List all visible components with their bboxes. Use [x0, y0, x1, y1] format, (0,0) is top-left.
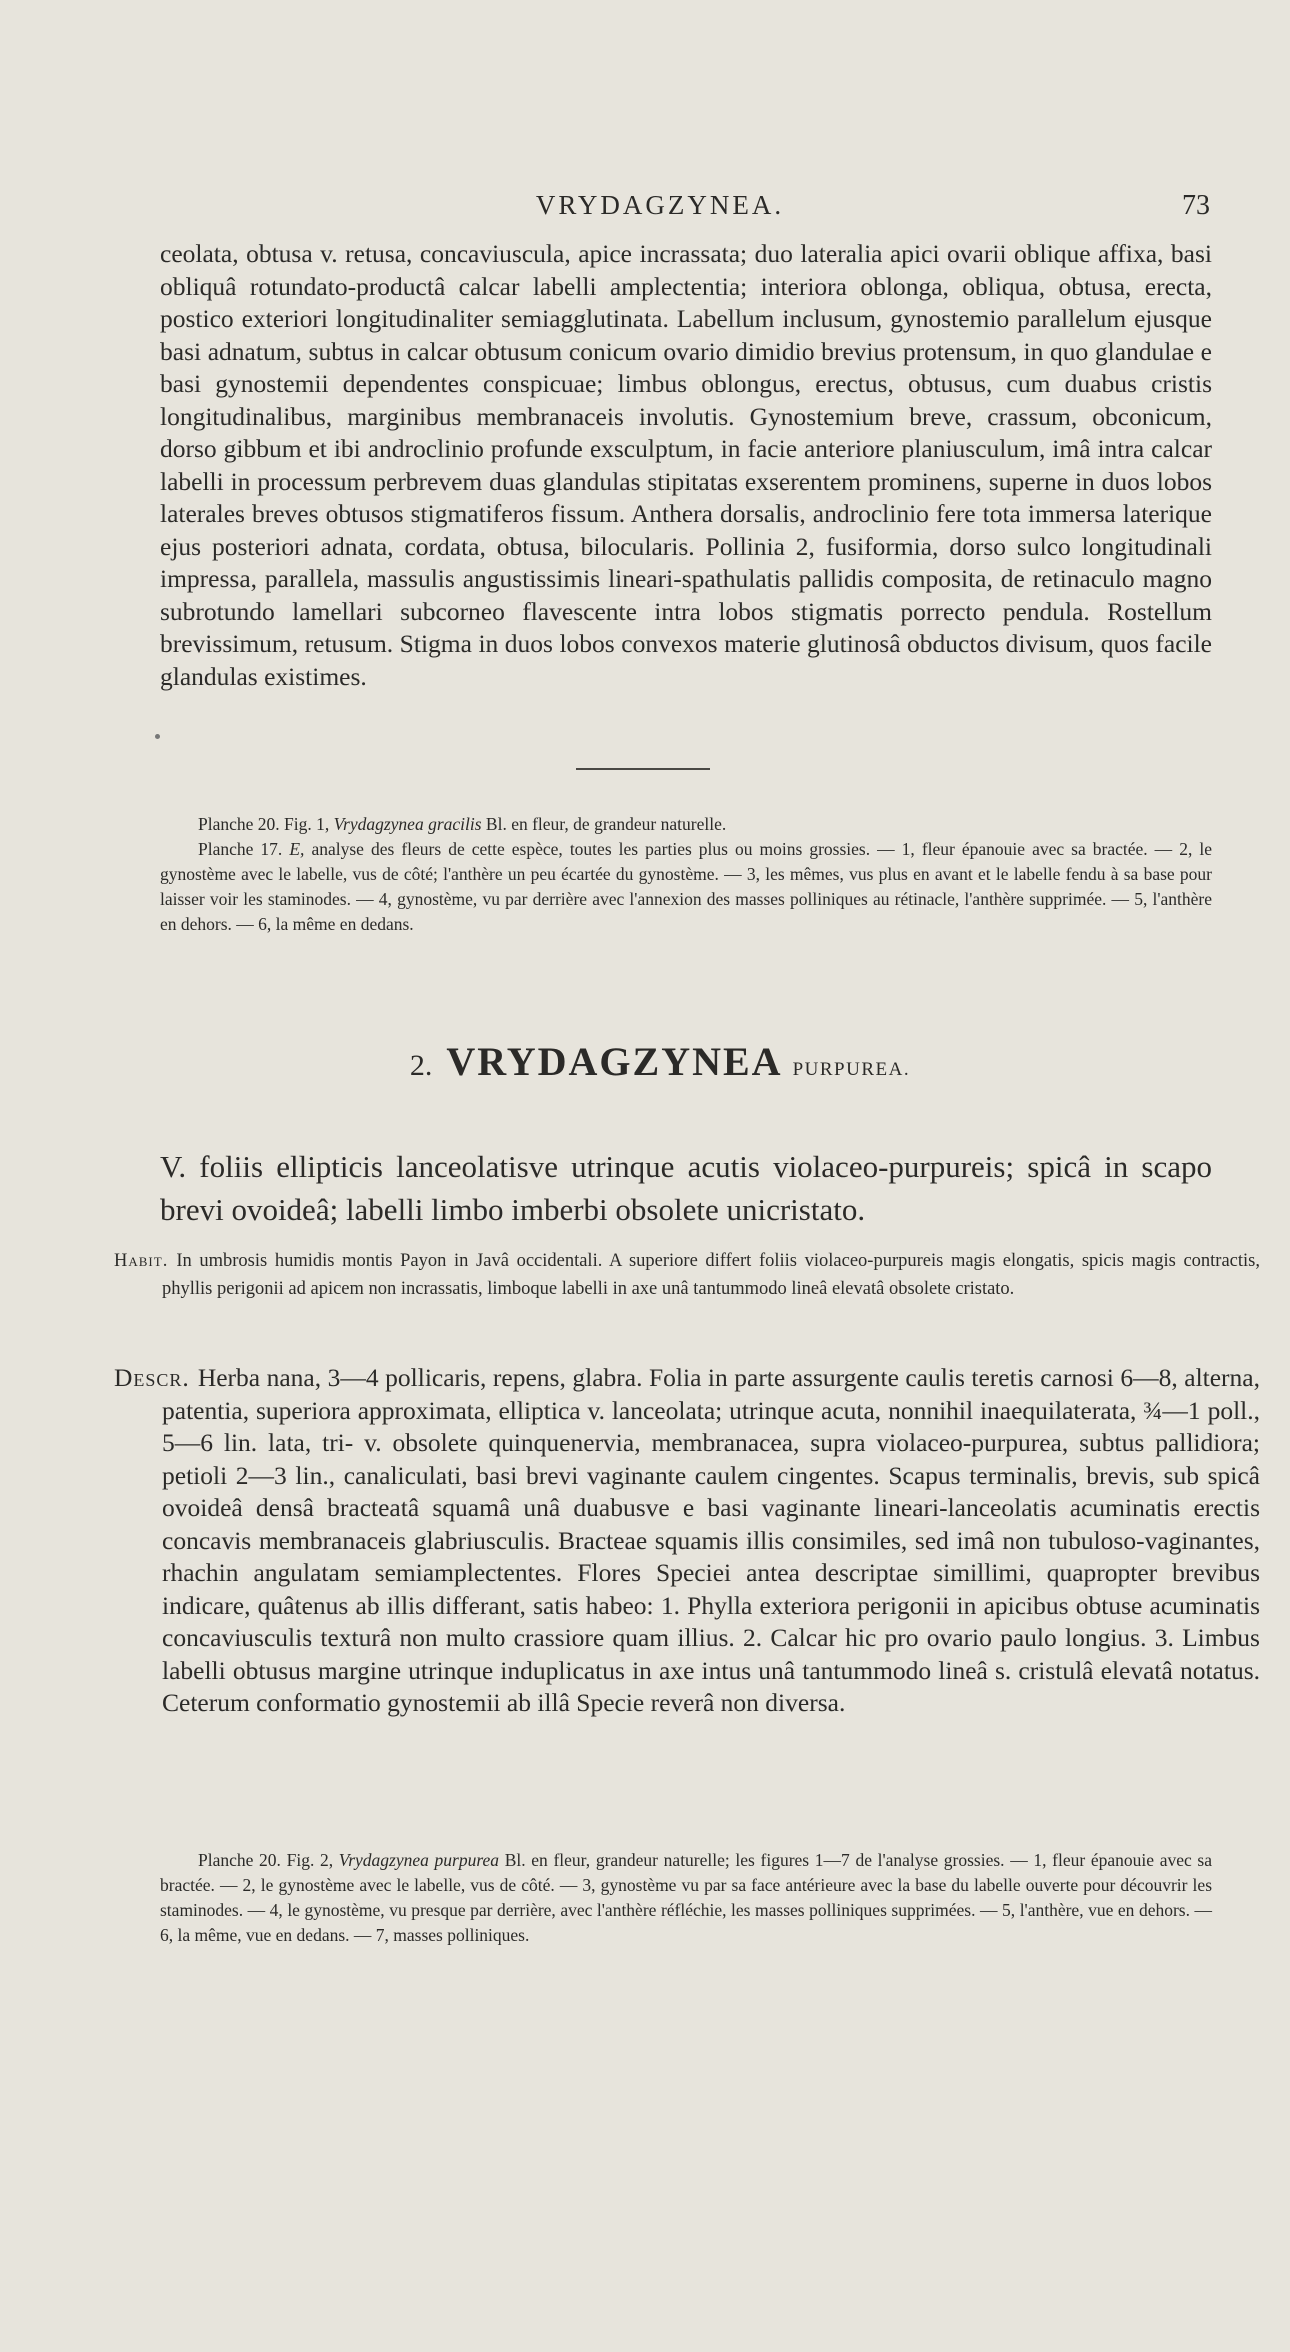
species-habitat: [114, 1247, 1260, 1303]
species-epithet: PURPUREA.: [792, 1059, 911, 1080]
species1-description-continued: ceolata, obtusa v. retusa, concaviuscula, apice incrassata; duo lateralia apici ovarii oblique affixa, basi obliquâ rotundato-productâ calcar labelli amplectentia; interiora oblonga, obliqua, obtusa, erecta, postico exteriori longitudinaliter semiagglutinata. Labellum inclusum, gynostemio parallelum ejusque basi adnatum, subtus in calcar obtusum conicum ovario dimidio brevius protensum, in quo glandulae e basi gynostemii dependentes conspicuae; limbus oblongus, erectus, obtusus, cum duabus cristis longitudinalibus, marginibus membranaceis involutis. Gynostemium breve, crassum, obconicum, dorso gibbum et ibi androclinio profunde exsculptum, in facie anteriore planiusculum, imâ intra calcar labelli in processum perbrevem duas glandulas stipitatas exserentem prominens, superne in duos lobos laterales breves obtusos stigmatiferos fissum. Anthera dorsalis, androclinio fere tota immersa laterique ejus posteriori adnata, cordata, obtusa, bilocularis. Pollinia 2, fusiformia, dorso sulco longitudinali impressa, parallela, massulis angustissimis lineari-spathulatis pallidis composita, de retinaculo magno subrotundo lamellari subcorneo flavescente intra lobos stigmatis porrecto pendula. Rostellum brevissimum, retusum. Stigma in duos lobos convexos materie glutinosâ obductos divisum, quos facile glandulas existimes.: [160, 239, 1212, 691]
habitat-label: Habit.: [114, 1251, 169, 1271]
plate-note-line: [160, 1848, 1212, 1948]
page-header: [110, 190, 1210, 230]
plate-ref: Planche 17.: [198, 839, 283, 859]
section-divider: [576, 768, 710, 770]
plate-note-line-1: [160, 812, 1212, 837]
species-heading: [110, 1038, 1210, 1085]
plate-caption: analyse des fleurs de cette espèce, toutes les parties plus ou moins grossies. — 1, fleur épanouie avec sa bractée. — 2, le gynostème avec le labelle, vus de côté; l'anthère un peu écartée du gynostème. — 3, les mêmes, vus plus en avant et le labelle fendu à sa base pour laisser voir les staminodes. — 4, gynostème, vu par derrière avec l'annexion des masses polliniques au rétinacle, l'anthère supprimée. — 5, l'anthère en dehors. — 6, la même en dedans.: [160, 839, 1212, 934]
species-diagnosis: V. foliis ellipticis lanceolatisve utrinque acutis violaceo-purpureis; spicâ in scapo brevi ovoideâ; labelli limbo imberbi obsolete unicristato.: [160, 1149, 1212, 1227]
description-label: Descr.: [114, 1363, 190, 1392]
habitat-text: In umbrosis humidis montis Payon in Javâ occidentali. A superiore differt foliis violaceo-purpureis magis elongatis, spicis magis contractis, phyllis perigonii ad apicem non incrassatis, limboque labelli in axe unâ tantummodo lineâ elevatâ obsolete cristato.: [162, 1251, 1260, 1299]
species-description: [114, 1362, 1260, 1720]
plate-ref: Planche 20. Fig. 1,: [198, 814, 330, 834]
species1-plate-note: [160, 812, 1212, 937]
species-number: 2.: [409, 1049, 433, 1082]
species-name-italic: Vrydagzynea gracilis: [333, 814, 482, 834]
page-number: 73: [1182, 190, 1210, 221]
species-genus: VRYDAGZYNEA: [446, 1039, 783, 1084]
ink-speck: [155, 734, 160, 739]
plate-ref: Planche 20. Fig. 2,: [198, 1850, 334, 1870]
plate-caption: Bl. en fleur, de grandeur naturelle.: [485, 814, 727, 834]
plate-note-line-2: [160, 837, 1212, 937]
species2-plate-note: [160, 1848, 1212, 1948]
species-name-italic: Vrydagzynea purpurea: [338, 1850, 500, 1870]
plate-caption: Bl. en fleur, grandeur naturelle; les figures 1—7 de l'analyse grossies. — 1, fleur épanouie avec sa bractée. — 2, le gynostème avec le labelle, vus de côté. — 3, gynostème vu par sa face antérieure avec la base du labelle ouverte pour découvrir les staminodes. — 4, le gynostème, vu presque par derrière, avec l'anthère réfléchie, les masses polliniques supprimées. — 5, l'anthère, vue en dehors. — 6, la même, vue en dedans. — 7, masses polliniques.: [160, 1850, 1212, 1945]
running-title: VRYDAGZYNEA.: [535, 190, 785, 220]
analysis-letter: E,: [289, 839, 305, 859]
description-text: Herba nana, 3—4 pollicaris, repens, glabra. Folia in parte assurgente caulis teretis carnosi 6—8, alterna, patentia, superiora approximata, elliptica v. lanceolata; utrinque acuta, nonnihil inaequilaterata, ¾—1 poll., 5—6 lin. lata, tri- v. obsolete quinquenervia, membranacea, supra violaceo-purpurea, subtus pallidiora; petioli 2—3 lin., canaliculati, basi brevi vaginante caulem cingentes. Scapus terminalis, brevis, sub spicâ ovoideâ densâ bracteatâ squamâ unâ duabusve e basi vaginante lineari-lanceolatis acuminatis erectis concavis membranaceis glabriusculis. Bracteae squamis illis consimiles, sed imâ non tubuloso-vaginantes, rhachin angulatam semiamplectentes. Flores Speciei antea descriptae simillimi, quapropter brevibus indicare, quâtenus ab illis differant, satis habeo: 1. Phylla exteriora perigonii in apicibus obtuse acuminatis concaviusculis texturâ non multo crassiore quam illius. 2. Calcar hic pro ovario paulo longius. 3. Limbus labelli obtusus margine utrinque induplicatus in axe intus unâ tantummodo lineâ s. cristulâ elevatâ notatus. Ceterum conformatio gynostemii ab illâ Specie reverâ non diversa.: [162, 1363, 1260, 1717]
